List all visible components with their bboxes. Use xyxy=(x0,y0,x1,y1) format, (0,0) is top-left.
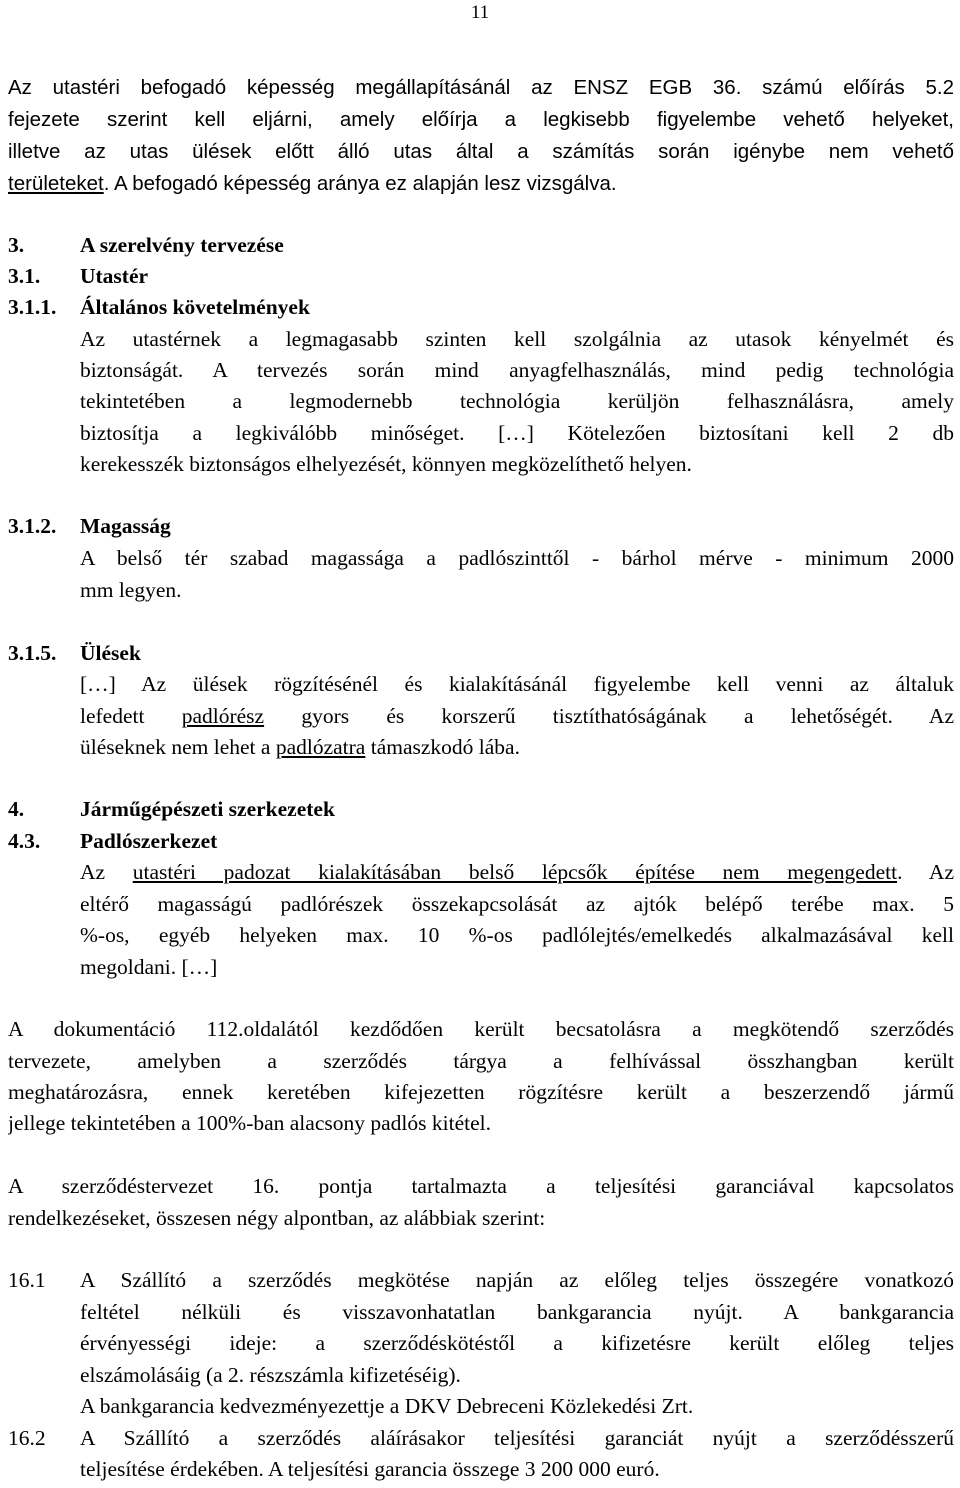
heading-3-1-5-number: 3.1.5. xyxy=(8,641,57,665)
heading-3-1-5-title: Ülések xyxy=(80,641,141,665)
p161-line-4: elszámolásáig (a 2. részszámla kifizetéséig). xyxy=(80,1363,461,1387)
contract-line-1: A szerződéstervezet 16. pontja tartalmazta a teljesítési garanciával kapcsolatos xyxy=(8,1174,954,1198)
intro-line-1: Az utastéri befogadó képesség megállapításánál az ENSZ EGB 36. számú előírás 5.2 xyxy=(8,76,954,99)
s312-line-2: mm legyen. xyxy=(80,578,182,602)
s311-line-4: biztosítja a legkiválóbb minőséget. […] Kötelezően biztosítani kell 2 db xyxy=(80,421,954,445)
s311-line-2: biztonságát. A tervezés során mind anyagfelhasználás, mind pedig technológia xyxy=(80,358,954,382)
heading-3-number: 3. xyxy=(8,233,25,257)
heading-4-number: 4. xyxy=(8,797,25,821)
s311-line-3: tekintetében a legmodernebb technológia kerüljön felhasználásra, amely xyxy=(80,389,954,413)
heading-3-1-1-title: Általános követelmények xyxy=(80,295,310,319)
intro-line-4: területeket. A befogadó képesség aránya ez alapján lesz vizsgálva. xyxy=(8,172,617,195)
p161-line-3: érvényességi ideje: a szerződéskötéstől a kifizetésre került előleg teljes xyxy=(80,1331,954,1355)
s315-line-1: […] Az ülések rögzítésénél és kialakításánál figyelembe kell venni az általuk xyxy=(80,672,954,696)
heading-3-1-title: Utastér xyxy=(80,264,149,288)
item-16-2-number: 16.2 xyxy=(8,1426,46,1450)
item-16-1-number: 16.1 xyxy=(8,1268,46,1292)
contract-line-2: rendelkezéseket, összesen négy alpontban, az alábbiak szerint: xyxy=(8,1206,546,1230)
s311-line-1: Az utastérnek a legmagasabb szinten kell szolgálnia az utasok kényelmét és xyxy=(80,327,954,351)
underlined-term: padlózatra xyxy=(275,735,366,759)
s311-line-5: kerekesszék biztonságos elhelyezését, könnyen megközelíthető helyen. xyxy=(80,452,692,476)
p161-line-1: A Szállító a szerződés megkötése napján az előleg teljes összegére vonatkozó xyxy=(80,1268,954,1292)
p161-line-2: feltétel nélküli és visszavonhatatlan bankgarancia nyújt. A bankgarancia xyxy=(80,1300,954,1324)
heading-4-3-title: Padlószerkezet xyxy=(80,829,218,853)
doc-line-2: tervezete, amelyben a szerződés tárgya a felhívással összhangban került xyxy=(8,1049,954,1073)
heading-3-1-1-number: 3.1.1. xyxy=(8,295,57,319)
p162-line-1: A Szállító a szerződés aláírásakor teljesítési garanciát nyújt a szerződésszerű xyxy=(80,1426,954,1450)
underlined-term: utastéri padozat kialakításában belső lépcsők építése nem megengedett xyxy=(132,860,898,884)
heading-3-1-2-title: Magasság xyxy=(80,514,171,538)
p161-line-5: A bankgarancia kedvezményezettje a DKV Debreceni Közlekedési Zrt. xyxy=(80,1394,694,1418)
underlined-term: padlórész xyxy=(181,704,265,728)
page-number: 11 xyxy=(470,2,490,23)
heading-3-title: A szerelvény tervezése xyxy=(80,233,284,257)
p162-line-2: teljesítése érdekében. A teljesítési garancia összege 3 200 000 euró. xyxy=(80,1457,660,1481)
underlined-term: területeket xyxy=(8,172,104,195)
heading-4-title: Járműgépészeti szerkezetek xyxy=(80,797,335,821)
heading-3-1-number: 3.1. xyxy=(8,264,41,288)
doc-line-4: jellege tekintetében a 100%-ban alacsony padlós kitétel. xyxy=(8,1111,491,1135)
s315-line-3: üléseknek nem lehet a padlózatra támaszkodó lába. xyxy=(80,735,520,759)
s43-line-1: Az utastéri padozat kialakításában belső lépcsők építése nem megengedett. Az xyxy=(80,860,954,884)
s43-line-2: eltérő magasságú padlórészek összekapcsolását az ajtók belépő terébe max. 5 xyxy=(80,892,954,916)
doc-line-3: meghatározásra, ennek keretében kifejezetten rögzítésre került a beszerzendő jármű xyxy=(8,1080,954,1104)
s315-line-2: lefedett padlórész gyors és korszerű tisztíthatóságának a lehetőségét. Az xyxy=(80,704,954,728)
s43-line-3: %-os, egyéb helyeken max. 10 %-os padlólejtés/emelkedés alkalmazásával kell xyxy=(80,923,954,947)
heading-3-1-2-number: 3.1.2. xyxy=(8,514,57,538)
intro-line-3: illetve az utas ülések előtt álló utas által a számítás során igénybe nem vehető xyxy=(8,140,954,163)
intro-line-2: fejezete szerint kell eljárni, amely előírja a legkisebb figyelembe vehető helyeket, xyxy=(8,108,954,131)
doc-line-1: A dokumentáció 112.oldalától kezdődően került becsatolásra a megkötendő szerződés xyxy=(8,1017,954,1041)
s312-line-1: A belső tér szabad magassága a padlószinttől - bárhol mérve - minimum 2000 xyxy=(80,546,954,570)
heading-4-3-number: 4.3. xyxy=(8,829,41,853)
s43-line-4: megoldani. […] xyxy=(80,955,218,979)
